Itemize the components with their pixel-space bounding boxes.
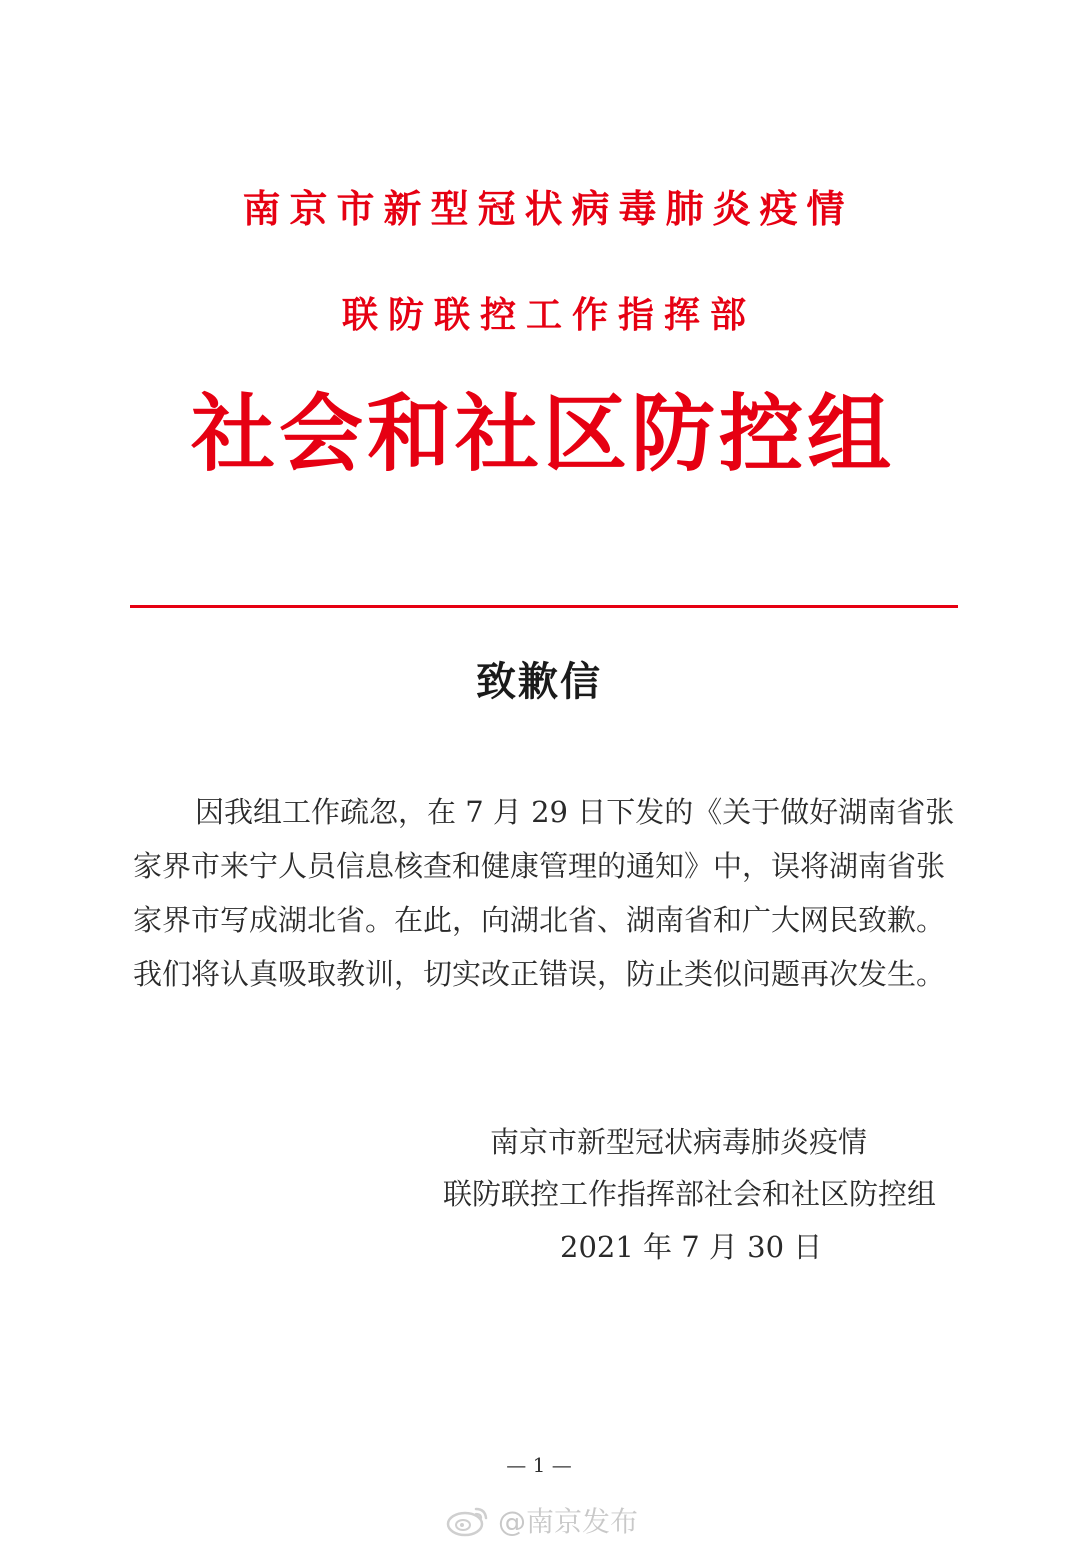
header-org-line2: 联防联控工作指挥部	[341, 295, 756, 336]
body-line: 家界市来宁人员信息核查和健康管理的通知》中，误将湖南省张	[133, 849, 946, 883]
red-divider	[130, 605, 958, 608]
header-group-name: 社会和社区防控组	[190, 385, 895, 483]
header-org-line1: 南京市新型冠状病毒肺炎疫情	[242, 187, 854, 231]
watermark	[446, 1500, 638, 1540]
body-line: 因我组工作疏忽，在 7 月 29 日下发的《关于做好湖南省张	[195, 795, 955, 829]
page-number: — 1 —	[506, 1453, 572, 1477]
signature-org-line2: 联防联控工作指挥部社会和社区防控组	[443, 1177, 937, 1211]
letter-title: 致歉信	[476, 658, 602, 705]
signature-date: 2021 年 7 月 30 日	[560, 1230, 823, 1264]
weibo-icon	[446, 1503, 490, 1537]
body-line: 家界市写成湖北省。在此，向湖北省、湖南省和广大网民致歉。	[133, 903, 946, 937]
watermark-text: @南京发布	[498, 1505, 639, 1538]
body-line: 我们将认真吸取教训，切实改正错误，防止类似问题再次发生。	[133, 957, 946, 991]
signature-org-line1: 南京市新型冠状病毒肺炎疫情	[490, 1125, 868, 1159]
